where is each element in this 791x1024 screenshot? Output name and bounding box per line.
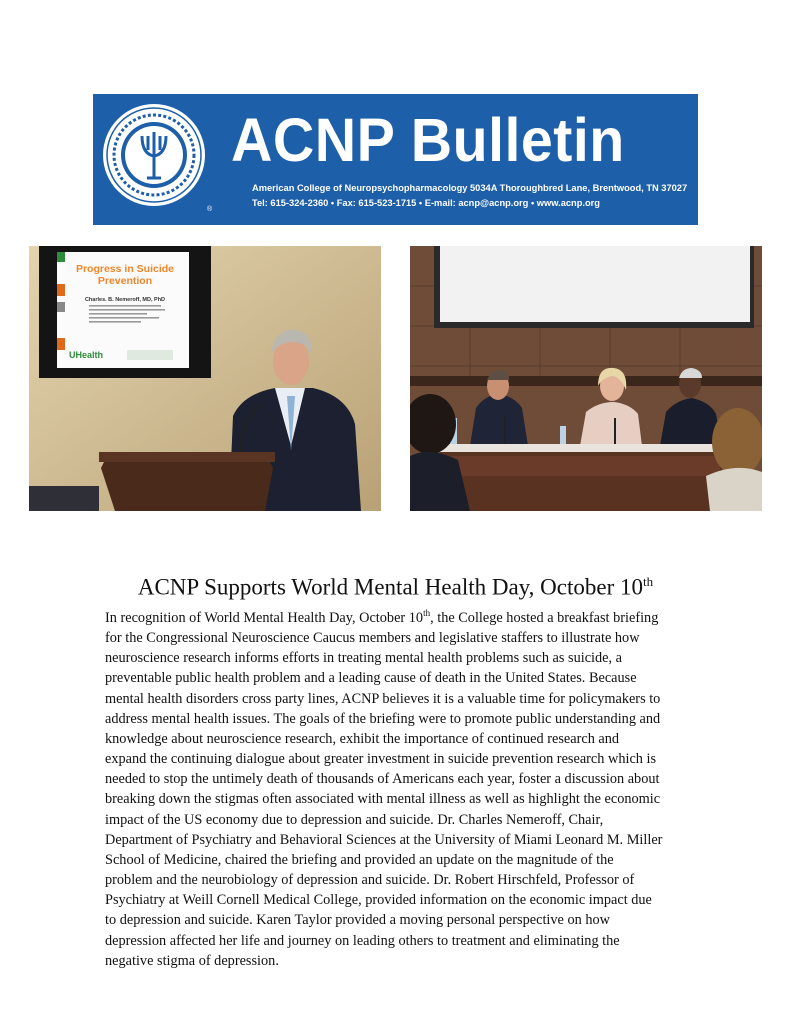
article-line: address mental health issues. The goals of the briefing were to promote public understanding and [105, 710, 661, 727]
headline-text: ACNP Supports World Mental Health Day, October 10 [137, 574, 644, 600]
article-line: for the Congressional Neuroscience Caucus members and legislative staffers to illustrate how [105, 630, 640, 647]
article-line: In recognition of World Mental Health Day, October 10th, the College hosted a breakfast briefing [105, 608, 659, 626]
acnp-seal-logo [101, 102, 207, 208]
article-line: knowledge about neuroscience research, exhibit the importance of continued research and [105, 730, 620, 747]
bulletin-title: ACNP Bulletin [231, 106, 625, 174]
article-line: depression affected her life and journey on leading others to treatment and eliminating the [105, 932, 620, 949]
slide-logo: UHealth [69, 350, 104, 360]
article-line: School of Medicine, chaired the briefing and provided an update on the magnitude of the [105, 851, 614, 868]
article-line: to depression and suicide. Karen Taylor provided a moving personal perspective on how [105, 912, 610, 929]
article-line: expand the continuing dialogue about greater investment in suicide prevention research which is [105, 751, 657, 768]
article-line: Psychiatry at Weill Cornell Medical College, provided information on the economic impact due [105, 892, 652, 909]
banner-contacts: Tel: 615-324-2360 • Fax: 615-523-1715 • E-mail: acnp@acnp.org • www.acnp.org [252, 198, 600, 208]
slide-title-line2: Prevention [97, 275, 153, 287]
registered-mark: ® [207, 206, 213, 213]
acnp-banner [93, 94, 698, 225]
article-line: preventable public health problem and a leading cause of death in the United States. Because [105, 670, 637, 687]
article-line: problem and the neurobiology of depression and suicide. Dr. Robert Hirschfeld, Professor of [105, 872, 635, 889]
article-line: Department of Psychiatry and Behavioral Sciences at the University of Miami Leonard M. Miller [105, 831, 663, 848]
article-headline [0, 568, 791, 602]
article-line: negative stigma of depression. [105, 952, 279, 969]
headline-superscript: th [643, 574, 654, 589]
article-line: needed to stop the untimely death of thousands of Americans each year, foster a discussion about [105, 771, 660, 788]
banner-address: American College of Neuropsychopharmacology 5034A Thoroughbred Lane, Brentwood, TN 37027 [252, 183, 688, 193]
article-line: breaking down the stigmas often associated with mental illness as well as highlight the economic [105, 791, 661, 808]
slide-presenter: Charles. B. Nemeroff, MD, PhD [84, 297, 166, 303]
photo-panel-discussion [410, 246, 762, 511]
slide-title-line1: Progress in Suicide [75, 263, 175, 275]
article-body [105, 608, 699, 971]
article-line: mental health disorders cross party lines, ACNP believes it is a valuable time for policymakers to [105, 690, 661, 707]
photo-speaker-at-podium [29, 246, 381, 511]
article-line: impact of the US economy due to depression and suicide. Dr. Charles Nemeroff, Chair, [105, 811, 604, 828]
article-line: neuroscience research informs efforts in treating mental health problems such as suicide, a [105, 650, 623, 667]
